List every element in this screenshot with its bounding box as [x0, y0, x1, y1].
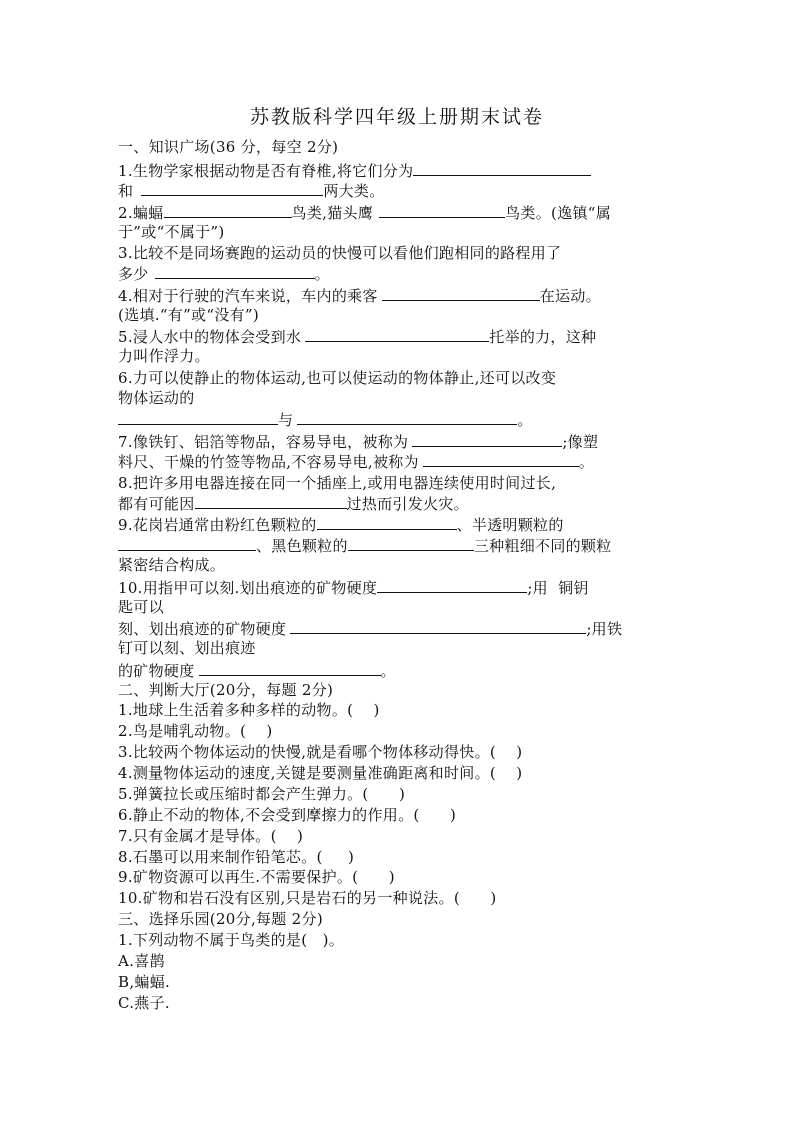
judge-item[interactable]: 10.矿物和岩石没有区别,只是岩石的另一种说法。( ): [118, 889, 497, 907]
answer-blank[interactable]: [118, 535, 256, 551]
judge-item[interactable]: 2.鸟是哺乳动物。( ): [118, 722, 273, 740]
question-line: 物体运动的: [118, 389, 195, 407]
question-line: 9.花岗岩通常由粉红色颗粒的 、半透明颗粒的: [118, 516, 564, 534]
choice-question: 1.下列动物不属于鸟类的是( )。: [118, 931, 345, 949]
question-line: 5.浸人水中的物体会受到水 托举的力，这种: [118, 328, 597, 346]
question-line: 紧密结合构成。: [118, 556, 226, 574]
question-line: 1.生物学家根据动物是否有脊椎,将它们分为: [118, 160, 678, 181]
question-line: (选填.“有”或“没有”): [118, 306, 260, 324]
answer-blank[interactable]: [297, 409, 517, 425]
answer-blank[interactable]: [155, 263, 315, 279]
judge-item[interactable]: 5.弹簧拉长或压缩时都会产生弹力。( ): [118, 785, 406, 803]
answer-blank[interactable]: [164, 202, 292, 218]
answer-blank[interactable]: [195, 493, 347, 509]
question-line: 3.比较不是同场赛跑的运动员的快慢可以看他们跑相同的路程用了: [118, 244, 562, 262]
question-line: 4.相对于行驶的汽车来说，车内的乘客 在运动。: [118, 287, 601, 305]
answer-blank[interactable]: [141, 180, 323, 196]
question-line: 6.力可以使静止的物体运动,也可以使运动的物体静止,还可以改变: [118, 369, 557, 387]
answer-blank[interactable]: [290, 618, 586, 634]
judge-item[interactable]: 3.比较两个物体运动的快慢,就是看哪个物体移动得快。( ): [118, 743, 523, 761]
answer-blank[interactable]: [118, 409, 278, 425]
question-line: 2.蝙蝠 鸟类,猫头鹰 鸟类。(逸镇“属: [118, 204, 612, 222]
answer-blank[interactable]: [348, 535, 474, 551]
question-line: 7.像铁钉、铝箔等物品，容易导电，被称为 ;像塑: [118, 433, 599, 451]
question-line: 多少 。: [118, 265, 330, 283]
answer-blank[interactable]: [317, 514, 457, 530]
answer-blank[interactable]: [199, 660, 381, 676]
judge-item[interactable]: 7.只有金属才是导体。( ): [118, 827, 304, 845]
answer-blank[interactable]: [377, 577, 527, 593]
judge-item[interactable]: 6.静止不动的物体,不会受到摩擦力的作用。( ): [118, 806, 457, 824]
answer-blank[interactable]: [305, 326, 489, 342]
question-line: 都有可能因 过热而引发火灾。: [118, 495, 469, 513]
question-line: 、黑色颗粒的 三种粗细不同的颗粒: [118, 535, 678, 556]
answer-blank[interactable]: [379, 202, 505, 218]
answer-blank[interactable]: [382, 285, 540, 301]
judge-item[interactable]: 8.石墨可以用来制作铅笔芯。( ): [118, 848, 355, 866]
section-heading: 三、选择乐园(20分,每题 2分): [118, 910, 323, 928]
question-line: 匙可以: [118, 598, 164, 616]
question-line: 于”或“不属于”): [118, 223, 225, 241]
answer-blank[interactable]: [412, 431, 562, 447]
question-line: 10.用指甲可以刻.划出痕迹的矿物硬度 ;用 铜钥: [118, 579, 589, 597]
question-line: 力叫作浮力。: [118, 347, 210, 365]
choice-option-c[interactable]: C.燕子.: [118, 994, 170, 1012]
choice-option-b[interactable]: B,蝙蝠.: [118, 973, 171, 991]
question-line: 与 。: [118, 409, 678, 430]
section-heading: 一、知识广场(36 分，每空 2分): [118, 138, 339, 156]
question-line: 钉可以刻、划出痕迹: [118, 639, 256, 657]
answer-blank[interactable]: [413, 160, 591, 176]
question-line: 料尺、干燥的竹签等物品,不容易导电,被称为 。: [118, 453, 595, 471]
question-line: 刻、划出痕迹的矿物硬度 ;用铁: [118, 620, 623, 638]
question-line: 的矿物硬度 。: [118, 662, 396, 680]
answer-blank[interactable]: [423, 451, 579, 467]
page-title: 苏教版科学四年级上册期末试卷: [249, 106, 544, 128]
question-line: 和 两大类。: [118, 182, 385, 200]
judge-item[interactable]: 9.矿物资源可以再生.不需要保护。( ): [118, 868, 395, 886]
judge-item[interactable]: 1.地球上生活着多种多样的动物。( ): [118, 701, 380, 719]
section-heading: 二、判断大厅(20分，每题 2分): [118, 681, 334, 699]
judge-item[interactable]: 4.测量物体运动的速度,关键是要测量准确距离和时间。( ): [118, 764, 523, 782]
question-line: 8.把许多用电器连接在同一个插座上,或用电器连续使用时间过长,: [118, 474, 557, 492]
choice-option-a[interactable]: A.喜鹊: [118, 952, 165, 970]
